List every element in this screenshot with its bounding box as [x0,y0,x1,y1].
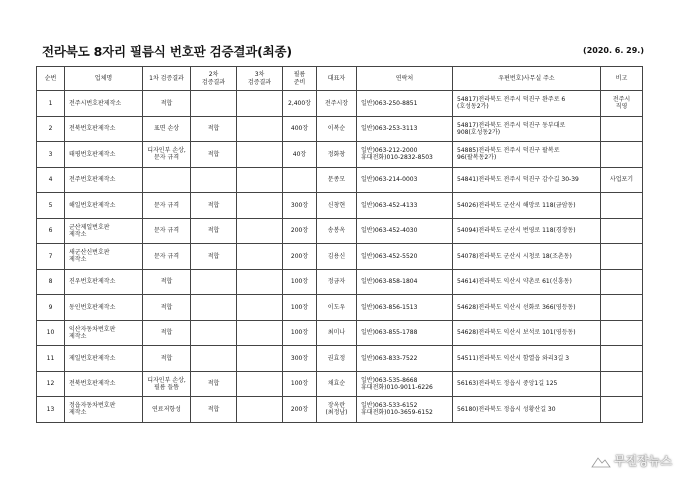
table-cell [601,371,643,397]
table-cell: 문자 규격 [143,193,191,219]
table-cell [191,167,237,193]
table-cell: 일반)063-533-6152 휴대전화)010-3659-6152 [357,397,453,423]
table-cell: 56163)전라북도 정읍시 중앙1길 125 [453,371,601,397]
table-cell: 일반)063-212-2000 휴대전화)010-2832-8503 [357,142,453,168]
table-cell: 2,400장 [283,91,317,117]
table-row [37,244,643,270]
table-cell [237,167,283,193]
table-cell [237,91,283,117]
table-cell: 적합 [191,193,237,219]
table-cell: 300장 [283,193,317,219]
table-cell: 일반)063-214-0003 [357,167,453,193]
table-cell: 권효정 [317,346,357,372]
table-cell: 54817)전라북도 전주시 덕진구 완주로 6 (호성동2가) [453,91,601,117]
table-cell: 일반)063-535-8668 휴대전화)010-9011-6226 [357,371,453,397]
table-cell: 7 [37,244,65,270]
table-cell: 디자인부 손상, 필름 들뜸 [143,371,191,397]
column-header: 연락처 [357,67,453,91]
table-cell [601,397,643,423]
table-cell [601,295,643,321]
table-cell: 200장 [283,218,317,244]
table-cell: 40장 [283,142,317,168]
table-cell: 12 [37,371,65,397]
column-header: 3차 검증결과 [237,67,283,91]
table-cell: 적합 [191,371,237,397]
table-cell: 표면 손상 [143,116,191,142]
table-cell: 54841)전라북도 전주시 덕진구 감수길 30-39 [453,167,601,193]
table-cell: 100장 [283,295,317,321]
table-cell [191,320,237,346]
table-cell: 54078)전라북도 군산시 시청로 18(조촌동) [453,244,601,270]
table-cell: 적합 [143,320,191,346]
table-cell [601,269,643,295]
table-cell: 54628)전라북도 익산시 보석로 101(영등동) [453,320,601,346]
table-cell: 100장 [283,371,317,397]
table-cell: 적합 [191,397,237,423]
table-cell: 200장 [283,244,317,270]
table-cell: 적합 [191,142,237,168]
table-cell: 11 [37,346,65,372]
table-cell: 일반)063-253-3113 [357,116,453,142]
table-cell: 적합 [143,346,191,372]
table-cell [237,269,283,295]
table-row [37,269,643,295]
table-cell [237,371,283,397]
column-header: 대표자 [317,67,357,91]
table-cell: 정화창 [317,142,357,168]
table-cell: 54614)전라북도 익산시 약촌로 61(신흥동) [453,269,601,295]
table-row [37,91,643,117]
table-cell: 전주번호판제작소 [65,167,143,193]
column-header: 비고 [601,67,643,91]
table-cell: 정금자 [317,269,357,295]
table-row [37,193,643,219]
table-cell: 제일번호판제작소 [65,346,143,372]
table-cell: 400장 [283,116,317,142]
table-cell [191,91,237,117]
table-cell [237,218,283,244]
table-cell [601,346,643,372]
table-cell: 9 [37,295,65,321]
table-cell: 전주시번호판제작소 [65,91,143,117]
table-cell: 100장 [283,320,317,346]
table-cell: 디자인부 손상, 문자 규격 [143,142,191,168]
table-cell: 54511)전라북도 익산시 함열읍 와리3길 3 [453,346,601,372]
table-cell: 일반)063-452-4133 [357,193,453,219]
table-cell: 장옥란 (최정남) [317,397,357,423]
table-cell: 진우번호판제작소 [65,269,143,295]
table-cell [237,397,283,423]
table-cell [601,142,643,168]
results-table [36,66,643,423]
column-header: 우편번호)사무실 주소 [453,67,601,91]
table-row [37,295,643,321]
table-row [37,371,643,397]
table-cell: 8 [37,269,65,295]
table-cell: 익산자동차번호판 제작소 [65,320,143,346]
table-cell: 일반)063-855-1788 [357,320,453,346]
watermark [591,452,672,469]
table-cell: 전북번호판제작소 [65,116,143,142]
table-cell [237,295,283,321]
column-header: 업체명 [65,67,143,91]
table-cell [237,116,283,142]
table-cell [601,218,643,244]
table-cell: 해일번호판제작소 [65,193,143,219]
table-row [37,142,643,168]
table-cell [237,142,283,168]
table-cell: 최미나 [317,320,357,346]
table-cell: 54817)전라북도 전주시 덕진구 동부대로 908(호성동2가) [453,116,601,142]
table-cell: 일반)063-452-4030 [357,218,453,244]
table-cell: 동인번호판제작소 [65,295,143,321]
table-cell [237,244,283,270]
table-cell: 사업포기 [601,167,643,193]
table-cell: 이도우 [317,295,357,321]
table-cell: 적합 [191,244,237,270]
table-cell: 일반)063-833-7522 [357,346,453,372]
table-cell [283,167,317,193]
table-cell: 4 [37,167,65,193]
table-cell: 새군산신번호판 제작소 [65,244,143,270]
table-cell: 김용신 [317,244,357,270]
mountain-logo-icon [591,454,611,468]
table-cell: 5 [37,193,65,219]
table-header-row [37,67,643,91]
table-cell: 54885)전라북도 전주시 덕진구 팔복로 96(팔복동2가) [453,142,601,168]
table-cell: 적합 [191,218,237,244]
table-cell [191,295,237,321]
column-header: 2차 검증결과 [191,67,237,91]
document-date: (2020. 6. 29.) [583,46,644,55]
table-cell: 정읍자동차번호판 제작소 [65,397,143,423]
table-cell: 연료저항성 [143,397,191,423]
table-cell: 일반)063-250-8851 [357,91,453,117]
table-cell: 일반)063-856-1513 [357,295,453,321]
column-header: 순번 [37,67,65,91]
table-cell: 군산제일번호판 제작소 [65,218,143,244]
table-cell: 전북번호판제작소 [65,371,143,397]
table-row [37,167,643,193]
table-cell: 일반)063-858-1804 [357,269,453,295]
table-cell: 문자 규격 [143,218,191,244]
table-cell: 적합 [143,269,191,295]
table-cell: 3 [37,142,65,168]
table-cell: 태평번호판제작소 [65,142,143,168]
table-row [37,218,643,244]
table-cell: 채효순 [317,371,357,397]
table-row [37,346,643,372]
table-cell: 56180)전라북도 정읍시 성황산길 30 [453,397,601,423]
table-cell: 일반)063-452-5520 [357,244,453,270]
table-cell: 54026)전라북도 군산시 해망로 118(금암동) [453,193,601,219]
column-header: 1차 검증결과 [143,67,191,91]
table-row [37,116,643,142]
table-cell [143,167,191,193]
table-cell: 54094)전라북도 군산시 번영로 118(경장동) [453,218,601,244]
table-cell: 300장 [283,346,317,372]
table-row [37,320,643,346]
table-cell: 54628)전라북도 익산시 선화로 366(영등동) [453,295,601,321]
table-cell [191,346,237,372]
document-title: 전라북도 8자리 필름식 번호판 검증결과(최종) [42,44,292,59]
table-cell: 200장 [283,397,317,423]
table-cell [237,346,283,372]
table-cell: 적합 [191,116,237,142]
watermark-text: 무진장뉴스 [614,454,672,468]
table-cell: 이복순 [317,116,357,142]
column-header: 필름 준비 [283,67,317,91]
table-cell: 적합 [143,91,191,117]
table-cell: 100장 [283,269,317,295]
table-cell: 13 [37,397,65,423]
table-cell: 1 [37,91,65,117]
table-cell: 2 [37,116,65,142]
table-cell: 10 [37,320,65,346]
table-cell: 신창현 [317,193,357,219]
table-cell [601,193,643,219]
table-row [37,397,643,423]
table-cell: 전주시장 [317,91,357,117]
table-cell [237,320,283,346]
table-cell: 적합 [143,295,191,321]
table-cell [601,320,643,346]
table-cell: 전주시 직영 [601,91,643,117]
table-cell [191,269,237,295]
table-cell [601,116,643,142]
table-cell: 문종모 [317,167,357,193]
table-cell: 문자 규격 [143,244,191,270]
table-cell [601,244,643,270]
table-cell: 6 [37,218,65,244]
table-cell [237,193,283,219]
table-cell: 송봉옥 [317,218,357,244]
